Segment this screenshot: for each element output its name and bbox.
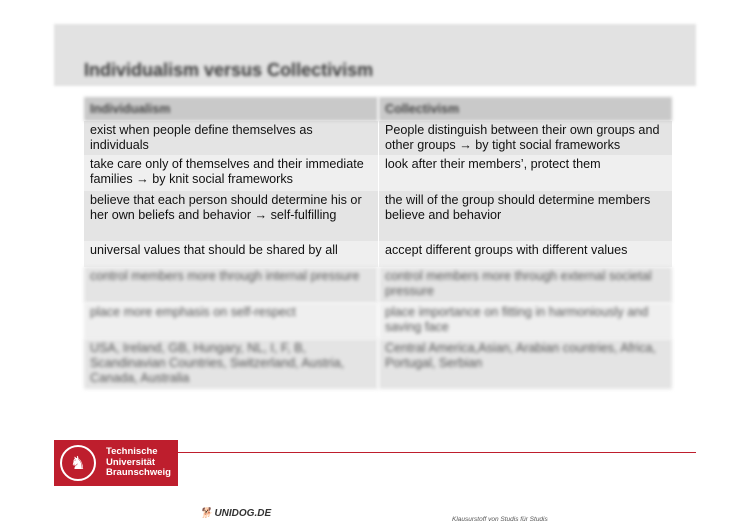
university-name (106, 447, 171, 479)
lion-seal-icon: ♞ (60, 445, 96, 481)
header-collectivism: Collectivism (378, 97, 672, 121)
logo-line-2: Universität (106, 456, 156, 468)
table-row (84, 339, 672, 389)
table-row (84, 267, 672, 303)
cell-individualism: believe that each person should determine his or her own beliefs and behavior → self-fulfilling (84, 191, 378, 241)
logo-line-1: Technische (106, 446, 158, 457)
cell-individualism: take care only of themselves and their immediate families → by knit social frameworks (84, 155, 378, 191)
cell-collectivism: place importance on fitting in harmoniously and saving face (378, 303, 672, 339)
table-row (84, 191, 672, 241)
table-header-row (84, 97, 672, 121)
cell-collectivism: People distinguish between their own groups and other groups → by tight social frameworks (378, 121, 672, 155)
cell-collectivism: Central America,Asian, Arabian countries, Africa, Portugal, Serbian (378, 339, 672, 389)
university-logo (54, 440, 178, 486)
dog-icon: 🐕 (200, 508, 213, 519)
cell-collectivism: look after their members’, protect them (378, 155, 672, 191)
table-row (84, 155, 672, 191)
comparison-table (84, 97, 672, 389)
table-row (84, 241, 672, 267)
cell-individualism: USA, Ireland, GB, Hungary, NL, I, F, B, Scandinavian Countries, Switzerland, Austria, Canada, Australia (84, 339, 378, 389)
unidog-label: UNIDOG.DE (214, 508, 272, 519)
unidog-brand (200, 508, 271, 519)
footer-note: Klausurstoff von Studis für Studis (452, 516, 548, 523)
slide-title: Individualism versus Collectivism (84, 60, 374, 80)
cell-individualism: universal values that should be shared by all (84, 241, 378, 267)
table-row (84, 121, 672, 155)
table-row (84, 303, 672, 339)
logo-line-3: Braunschweig (106, 467, 171, 478)
header-individualism: Individualism (84, 97, 378, 121)
cell-collectivism: the will of the group should determine members believe and behavior (378, 191, 672, 241)
cell-collectivism: accept different groups with different values (378, 241, 672, 267)
cell-collectivism: control members more through external societal pressure (378, 267, 672, 303)
cell-individualism: control members more through internal pressure (84, 267, 378, 303)
cell-individualism: place more emphasis on self-respect (84, 303, 378, 339)
footer-divider (178, 452, 696, 453)
cell-individualism: exist when people define themselves as individuals (84, 121, 378, 155)
